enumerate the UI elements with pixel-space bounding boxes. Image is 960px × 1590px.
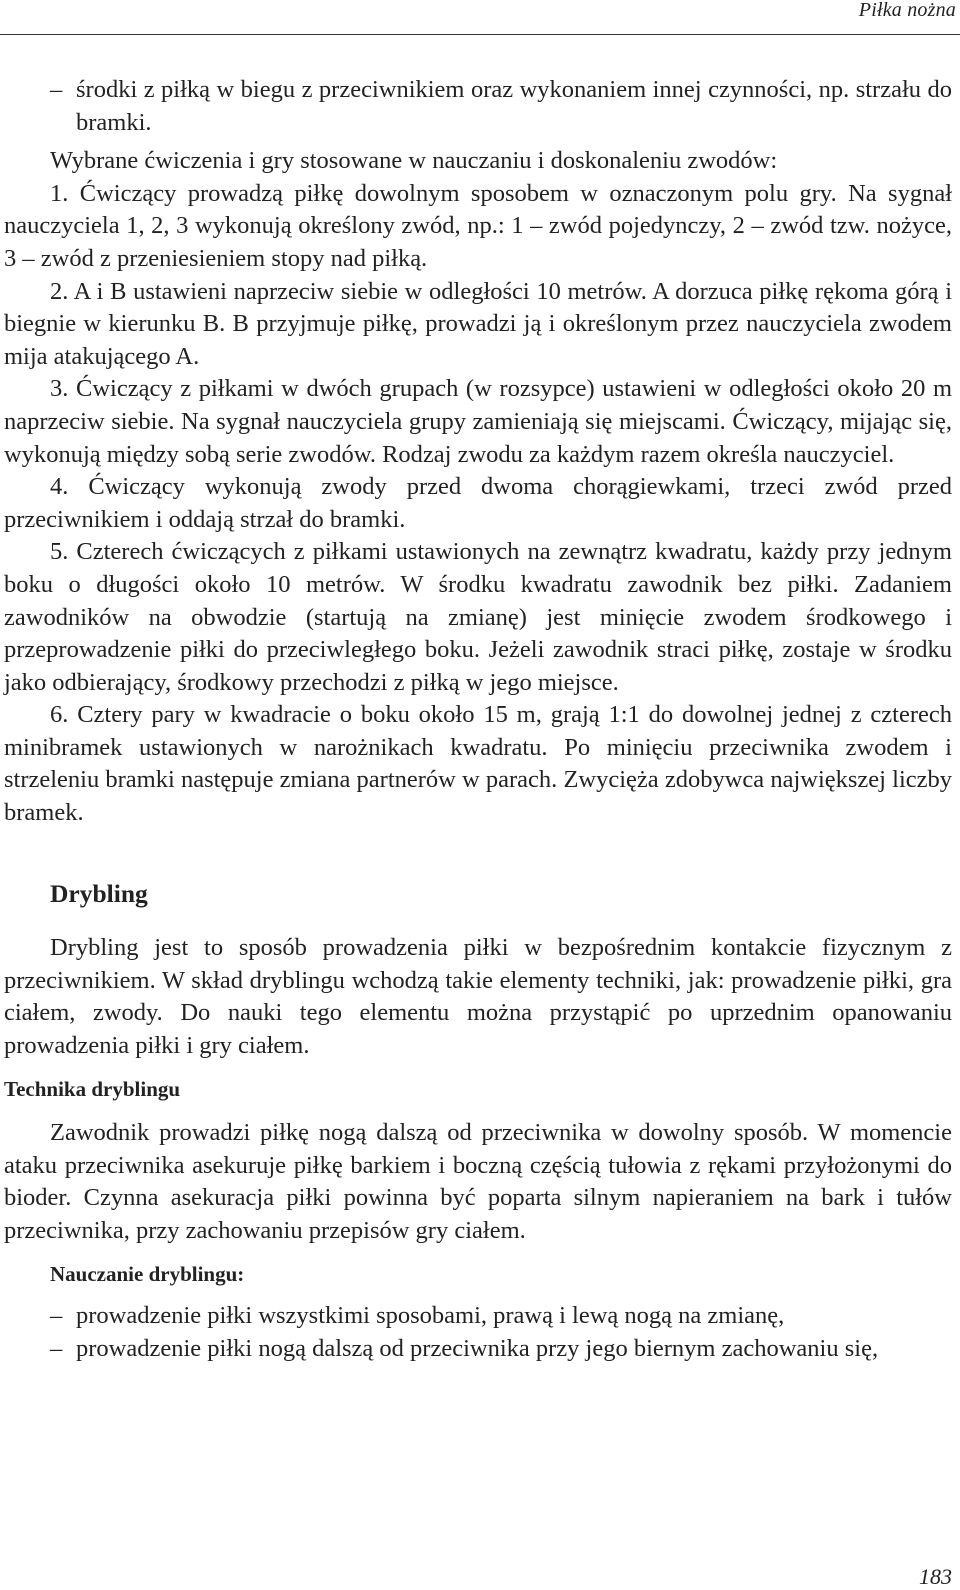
list-item [4, 74, 952, 139]
section-heading: Drybling [50, 878, 148, 908]
page-number: 183 [919, 1564, 952, 1589]
subsection-heading: Technika dryblingu [4, 1076, 181, 1101]
list-item [4, 1300, 952, 1333]
running-header [0, 0, 960, 35]
exercise-item: 2. A i B ustawieni naprzeciw siebie w odległości 10 metrów. A dorzuca piłkę rękoma górą i biegnie w kierunku B. B przyjmuje piłkę, prowadzi ją i określonym przez nauczyciela zwodem mija atakującego A. [4, 277, 952, 370]
exercise-item: 5. Czterech ćwiczących z piłkami ustawionych na zewnątrz kwadratu, każdy przy jednym boku o długości około 10 metrów. W środku kwadratu zawodnik bez piłki. Zadaniem zawodników na obwodzie (startują na zmianę) jest minięcie zwodem środkowego i przeprowadzenie piłki do przeciwległego boku. Jeżeli zawodnik straci piłkę, zostaje w środku jako odbierający, środkowy przechodzi z piłką w jego miejsce. [4, 538, 952, 696]
section-paragraph: Drybling jest to sposób prowadzenia piłki w bezpośrednim kontakcie fizycznym z przeciwnikiem. W skład dryblingu wchodzą takie elementy techniki, jak: prowadzenie piłki, gra ciałem, zwody. Do nauki tego elementu można przystąpić po uprzednim opanowaniu prowadzenia piłki i gry ciałem. [4, 934, 952, 1060]
list-dash: – [50, 1334, 63, 1362]
list-item-text: prowadzenie piłki wszystkimi sposobami, prawą i lewą nogą na zmianę, [76, 1302, 785, 1330]
page-body [4, 74, 952, 1365]
technique-paragraph: Zawodnik prowadzi piłkę nogą dalszą od przeciwnika w dowolny sposób. W momencie ataku przeciwnika asekuruje piłkę barkiem i boczną częścią tułowia z rękami przyłożonymi do bioder. Czynna asekuracja piłki powinna być poparta silnym napieraniem na bark i tułów przeciwnika, przy zachowaniu przepisów gry ciałem. [4, 1119, 952, 1244]
exercises-intro: Wybrane ćwiczenia i gry stosowane w nauczaniu i doskonaleniu zwodów: [50, 147, 778, 175]
exercise-item: 1. Ćwiczący prowadzą piłkę dowolnym sposobem w oznaczonym polu gry. Na sygnał nauczyciela 1, 2, 3 wykonują określony zwód, np.: 1 – zwód pojedynczy, 2 – zwód tzw. nożyce, 3 – zwód z przeniesieniem stopy nad piłką. [4, 179, 952, 272]
exercise-item: 3. Ćwiczący z piłkami w dwóch grupach (w rozsypce) ustawieni w odległości około 20 m naprzeciw siebie. Na sygnał nauczyciela grupy zamieniają się miejscami. Ćwiczący, mijając się, wykonują między sobą serie zwodów. Rodzaj zwodu za każdym razem określa nauczyciel. [4, 375, 952, 468]
list-item-text: prowadzenie piłki nogą dalszą od przeciwnika przy jego biernym zachowaniu się, [76, 1334, 879, 1362]
teaching-heading: Nauczanie dryblingu: [50, 1261, 245, 1286]
exercise-item: 6. Cztery pary w kwadracie o boku około 15 m, grają 1:1 do dowolnej jednej z czterech minibramek ustawionych w narożnikach kwadratu. Po minięciu przeciwnika zwodem i strzeleniu bramki następuje zmiana partnerów w parach. Zwycięża zdobywca największej liczby bramek. [4, 701, 952, 827]
list-item-text: środki z piłką w biegu z przeciwnikiem oraz wykonaniem innej czynności, np. strzału do bramki. [76, 76, 952, 136]
list-dash: – [50, 1302, 63, 1330]
list-dash: – [50, 76, 63, 103]
exercise-item: 4. Ćwiczący wykonują zwody przed dwoma chorągiewkami, trzeci zwód przed przeciwnikiem i oddają strzał do bramki. [4, 473, 952, 533]
list-item [4, 1333, 952, 1366]
running-title: Piłka nożna [858, 0, 956, 21]
